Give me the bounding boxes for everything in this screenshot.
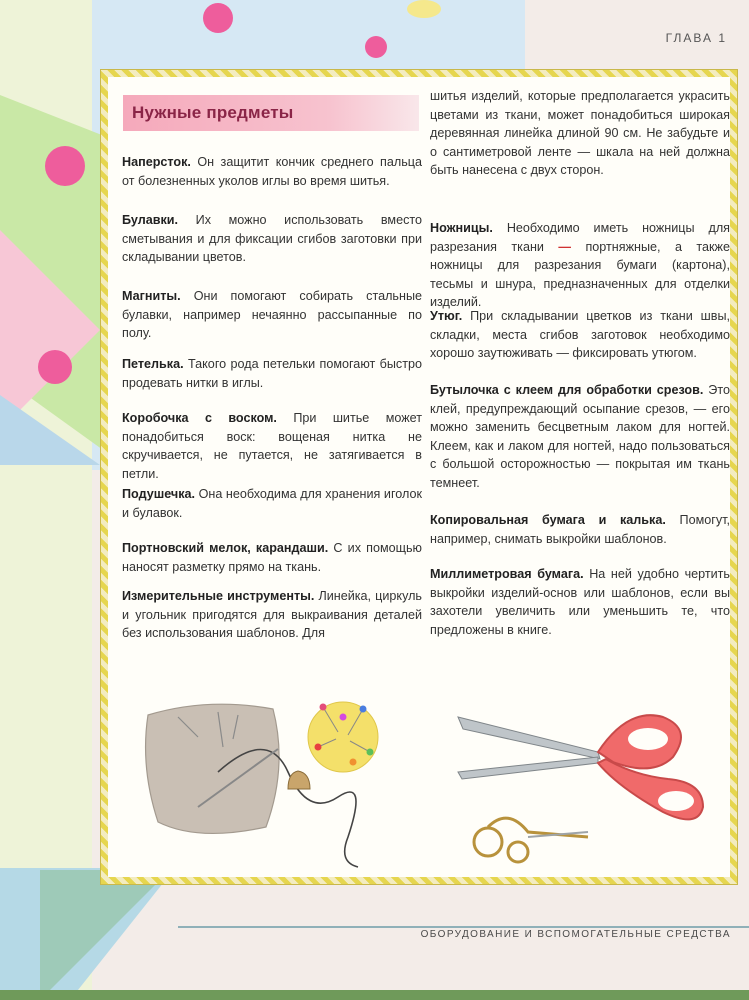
section-heading xyxy=(123,95,419,131)
entry-wax-box: Коробочка с воском. При шитье может понадобиться воск: вощеная нитка не скручивается, не путается, не затягивается в петли. xyxy=(122,411,422,481)
polka-dot xyxy=(407,0,441,18)
footer-title: ОБОРУДОВАНИЕ И ВСПОМОГАТЕЛЬНЫЕ СРЕДСТВА xyxy=(420,929,731,940)
pincushion-icon xyxy=(146,704,280,833)
entry-pincushion: Подушечка. Она необходима для хранения иголок и булавок. xyxy=(122,487,422,520)
entry-measuring-tools: Измерительные инструменты. Линейка, циркуль и угольник пригодятся для выкраивания деталей без использования шаблонов. Для xyxy=(122,589,422,641)
bottom-bar xyxy=(0,990,749,1000)
pin-ball-icon xyxy=(308,702,378,772)
pinking-blade-icon xyxy=(458,717,600,759)
entry-chalk: Портновский мелок, карандаши. С их помощью наносят разметку прямо на ткань. xyxy=(122,541,423,574)
chapter-label: ГЛАВА 1 xyxy=(665,31,727,45)
sewing-supplies-illustration xyxy=(138,677,438,877)
scissors-illustration xyxy=(448,667,728,867)
entry-iron: Утюг. При складывании цветков из ткани швы, складки, места сгибов заготовок необходимо хорошо заутюживать — фиксировать утюгом. xyxy=(430,309,730,361)
corner-decoration xyxy=(40,870,170,1000)
polka-dot xyxy=(45,146,85,186)
entry-pins: Булавки. Их можно использовать вместо сметывания и для фиксации сгибов заготовки при складывании цветов. xyxy=(122,213,422,265)
thimble-icon xyxy=(288,771,310,789)
polka-dot xyxy=(365,36,387,58)
entry-thimble: Наперсток. Он защитит кончик среднего пальца от болезненных уколов иглы во время шитья. xyxy=(122,155,422,188)
entry-glue-bottle: Бутылочка с клеем для обработки срезов. Это клей, предупреждающий осыпание срезов, — его можно заменить бесцветным лаком для ногтей. Клеем, как и лаком для ногтей, надо пользоваться с большой осторожностью — покрытая им ткань темнеет. xyxy=(430,383,730,490)
entry-tracing-paper: Копировальная бумага и калька. Помогут, например, снимать выкройки шаблонов. xyxy=(430,513,731,546)
polka-dot xyxy=(203,3,233,33)
footer-rule xyxy=(178,926,749,928)
stork-scissors-icon xyxy=(474,828,502,856)
entry-magnets: Магниты. Они помогают собирать стальные булавки, например нечаянно рассыпанные по полу. xyxy=(122,289,422,341)
entry-measuring-continued: шитья изделий, которые предполагается украсить цветами из ткани, может понадобиться широкая деревянная линейка длиной 90 см. Не забудьте и о сантиметровой ленте — шкала на ней должна быть нанесена с двух сторон. xyxy=(430,89,730,178)
section-heading-text: Нужные предметы xyxy=(132,103,294,122)
content-panel xyxy=(101,70,737,884)
entry-graph-paper: Миллиметровая бумага. На ней удобно чертить выкройки изделий-основ или шаблонов, если вы захотели увеличить или уменьшить те, что предложены в книге. xyxy=(430,567,730,637)
polka-dot xyxy=(38,350,72,384)
entry-threader: Петелька. Такого рода петельки помогают быстро продевать нитки в иглы. xyxy=(122,357,422,390)
entry-scissors: Ножницы. Необходимо иметь ножницы для разрезания ткани — портняжные, а также ножницы для разрезания бумаги (картона), тесьмы и шнура, предназначенных для отделки изделий. xyxy=(430,221,730,310)
content-panel-inner xyxy=(108,77,730,877)
